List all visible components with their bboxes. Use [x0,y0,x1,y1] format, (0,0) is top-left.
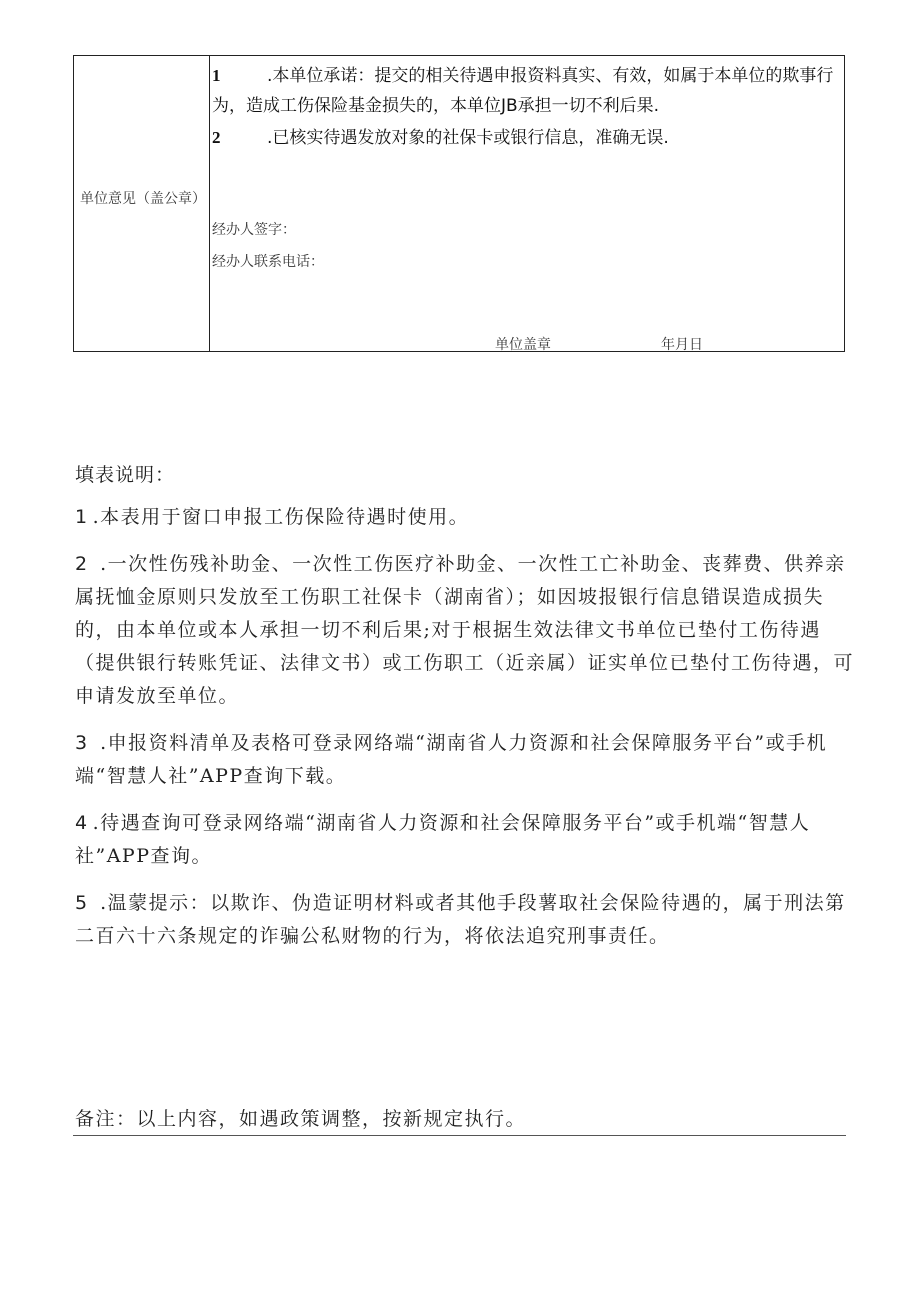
instruction-item-5 [75,887,855,953]
unit-stamp-label: 单位盖章 [495,337,551,353]
date-label: 年月日 [661,337,703,353]
instruction-2-number: 2 [75,553,89,575]
commitment-2-text: .已核实待遇发放对象的社保卡或银行信息，准确无误. [267,128,669,148]
instruction-item-4 [75,807,855,873]
instruction-item-2 [75,548,855,713]
instruction-item-1 [75,501,855,534]
commitment-2 [212,123,836,153]
instruction-4-text: .待遇查询可登录网络端“湖南省人力资源和社会保障服务平台”或手机端“智慧人社”APP查询。 [75,812,811,867]
instruction-3-text: .申报资料清单及表格可登录网络端“湖南省人力资源和社会保障服务平台”或手机端“智慧人社”APP查询下载。 [75,732,828,787]
unit-opinion-table [73,55,845,352]
instruction-5-text: .温蒙提示：以欺诈、伪造证明材料或者其他手段薯取社会保险待遇的，属于刑法第二百六十六条规定的诈骗公私财物的行为，将依法追究刑事责任。 [75,892,846,947]
commitment-1 [212,61,836,121]
filling-instructions [75,460,855,967]
instruction-item-3 [75,727,855,793]
instruction-1-number: 1 [75,506,89,528]
unit-opinion-label: 单位意见（盖公章） [80,191,206,207]
instruction-5-number: 5 [75,892,89,914]
instruction-2-text: .一次性伤残补助金、一次性工伤医疗补助金、一次性工亡补助金、丧葬费、供养亲属抚恤金原则只发放至工伤职工社保卡（湖南省）；如因坡报银行信息错误造成损失的，由本单位或本人承担一切不利后果;对于根据生效法律文书单位已垫付工伤待遇（提供银行转账凭证、法律文书）或工伤职工（近亲属）证实单位已垫付工伤待遇，可申请发放至单位。 [75,553,855,707]
instruction-1-text: .本表用于窗口申报工伤保险待遇时使用。 [92,506,470,528]
commitment-1-number: 1 [212,66,221,85]
commitment-1-text: .本单位承诺：提交的相关待遇申报资料真实、有效，如属于本单位的欺事行为，造成工伤保险基金损失的，本单位JB承担一切不利后果. [212,66,834,116]
unit-opinion-content-cell [210,56,844,351]
commitment-2-number: 2 [212,128,221,147]
instruction-3-number: 3 [75,732,89,754]
unit-opinion-label-cell [74,56,210,351]
handler-signature-label: 经办人签字： [212,222,296,238]
remark: 备注：以上内容，如遇政策调整，按新规定执行。 [75,1108,527,1130]
instruction-4-number: 4 [75,812,89,834]
handler-phone-label: 经办人联系电话： [212,254,324,270]
bottom-divider [73,1135,846,1136]
instructions-title: 填表说明： [75,464,176,486]
